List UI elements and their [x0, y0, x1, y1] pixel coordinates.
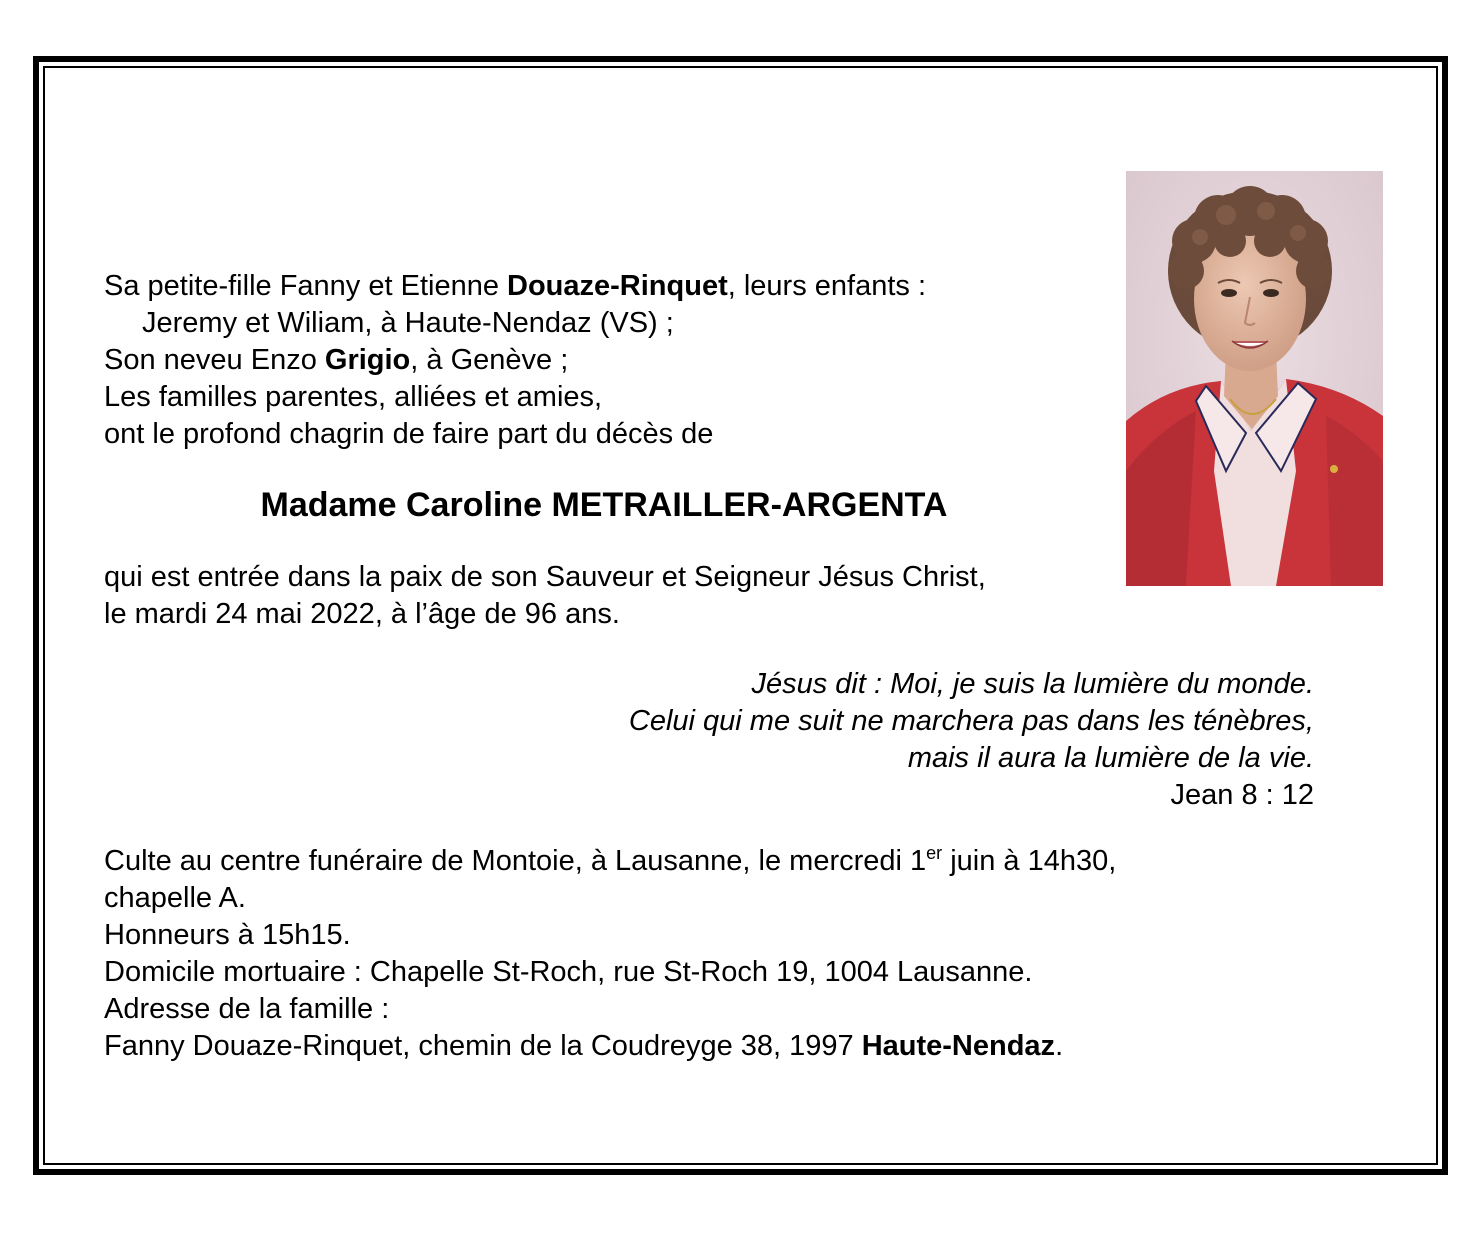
intro-line-4: Les familles parentes, alliées et amies,	[104, 381, 603, 413]
death-line-2: le mardi 24 mai 2022, à l’âge de 96 ans.	[104, 598, 620, 630]
intro-line-2: Jeremy et Wiliam, à Haute-Nendaz (VS) ;	[142, 307, 674, 339]
ceremony-line-2: chapelle A.	[104, 882, 246, 914]
family-name-douaze-rinquet: Douaze-Rinquet	[507, 270, 728, 302]
intro-line-1-suffix: , leurs enfants :	[727, 270, 927, 302]
intro-line-3-suffix: , à Genève ;	[410, 344, 569, 376]
intro-line-3-prefix: Son neveu Enzo	[104, 344, 325, 376]
intro-line-1-prefix: Sa petite-fille Fanny et Etienne	[104, 270, 508, 302]
death-details	[104, 559, 986, 633]
verse-line-3: mais il aura la lumière de la vie.	[907, 742, 1314, 774]
verse-line-1: Jésus dit : Moi, je suis la lumière du monde.	[751, 668, 1314, 700]
bible-verse	[629, 666, 1314, 814]
ceremony-line-6	[104, 1028, 1116, 1065]
announcement-intro	[104, 268, 926, 453]
ceremony-line-1	[104, 843, 1116, 880]
intro-line-3	[104, 342, 926, 379]
portrait-photo	[1126, 171, 1383, 586]
ceremony-line-6-suffix: .	[1055, 1030, 1064, 1062]
ceremony-details	[104, 843, 1116, 1065]
left-eye	[1221, 289, 1237, 297]
ceremony-line-3: Honneurs à 15h15.	[104, 919, 351, 951]
intro-line-5: ont le profond chagrin de faire part du décès de	[104, 418, 714, 450]
ceremony-line-5: Adresse de la famille :	[104, 993, 390, 1025]
intro-line-1	[104, 268, 926, 305]
death-line-1: qui est entrée dans la paix de son Sauveur et Seigneur Jésus Christ,	[104, 561, 986, 593]
ceremony-line-1-prefix: Culte au centre funéraire de Montoie, à Lausanne, le mercredi 1	[104, 845, 927, 877]
verse-reference: Jean 8 : 12	[1170, 779, 1314, 811]
right-eye	[1263, 289, 1279, 297]
family-address-town: Haute-Nendaz	[861, 1030, 1056, 1062]
ordinal-superscript: er	[926, 843, 943, 863]
brooch	[1330, 465, 1338, 473]
ceremony-line-6-prefix: Fanny Douaze-Rinquet, chemin de la Coudreyge 38, 1997	[104, 1030, 862, 1062]
family-name-grigio: Grigio	[324, 344, 411, 376]
verse-line-2: Celui qui me suit ne marchera pas dans les ténèbres,	[628, 705, 1314, 737]
portrait-illustration	[1126, 171, 1383, 586]
deceased-name: Madame Caroline METRAILLER-ARGENTA	[260, 486, 948, 524]
ceremony-line-4: Domicile mortuaire : Chapelle St-Roch, rue St-Roch 19, 1004 Lausanne.	[104, 956, 1033, 988]
ceremony-line-1-suffix: juin à 14h30,	[942, 845, 1117, 877]
